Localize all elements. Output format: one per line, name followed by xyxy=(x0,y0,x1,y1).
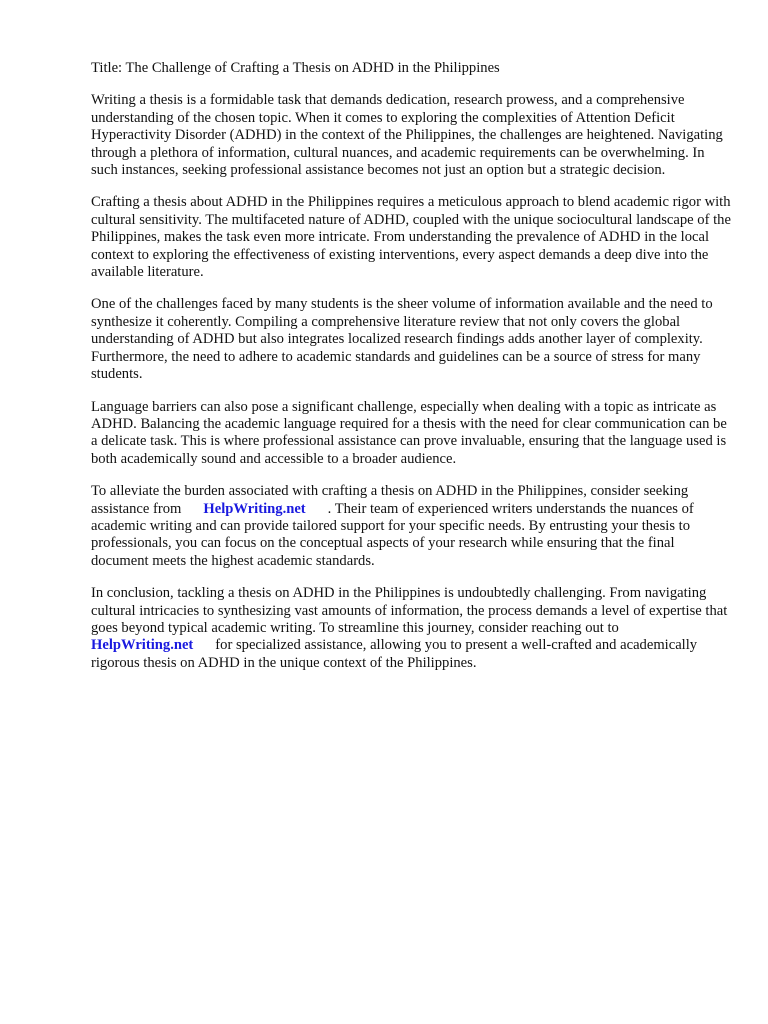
paragraph-intro: Writing a thesis is a formidable task that demands dedication, research prowess, and a comprehensive understanding of the chosen topic. When it comes to exploring the complexities of Attention Deficit Hyperactivity Disorder (ADHD) in the context of the Philippines, the challenges are heightened. Navigating through a plethora of information, cultural nuances, and academic requirements can be overwhelming. In such instances, seeking professional assistance becomes not just an option but a strategic decision. xyxy=(91,92,723,179)
paragraph-conclusion-text-after: for specialized assistance, allowing you to present a well-crafted and academically rigorous thesis on ADHD in the unique context of the Philippines. xyxy=(91,637,698,671)
helpwriting-link-2[interactable]: HelpWriting.net xyxy=(91,637,194,654)
document-title: Title: The Challenge of Crafting a Thesis on ADHD in the Philippines xyxy=(91,60,500,76)
paragraph-alleviate xyxy=(91,483,731,570)
paragraph-conclusion-text-before: In conclusion, tackling a thesis on ADHD in the Philippines is undoubtedly challenging. From navigating cultural intricacies to synthesizing vast amounts of information, the process demands a level of expertise that goes beyond typical academic writing. To streamline this journey, consider reaching out to xyxy=(91,585,728,636)
paragraph-conclusion xyxy=(91,585,731,672)
helpwriting-link-1[interactable]: HelpWriting.net xyxy=(203,500,306,517)
paragraph-language: Language barriers can also pose a significant challenge, especially when dealing with a topic as intricate as ADHD. Balancing the academic language required for a thesis with the need for clear communication can be a delicate task. This is where professional assistance can prove invaluable, ensuring that the language used is both academically sound and accessible to a broader audience. xyxy=(91,398,727,467)
paragraph-alleviate-text-before: To alleviate the burden associated with crafting a thesis on ADHD in the Philippines, consider seeking assistance from xyxy=(91,483,689,517)
paragraph-crafting: Crafting a thesis about ADHD in the Philippines requires a meticulous approach to blend academic rigor with cultural sensitivity. The multifaceted nature of ADHD, coupled with the unique sociocultural landscape of the Philippines, makes the task even more intricate. From understanding the prevalence of ADHD in the local context to exploring the effectiveness of existing interventions, every aspect demands a deep dive into the available literature. xyxy=(91,194,731,281)
paragraph-alleviate-text-after: . Their team of experienced writers understands the nuances of academic writing and can provide tailored support for your specific needs. By entrusting your thesis to professionals, you can focus on the conceptual aspects of your research while ensuring that the final document meets the highest academic standards. xyxy=(91,500,694,569)
document-page xyxy=(91,60,731,687)
paragraph-challenges: One of the challenges faced by many students is the sheer volume of information available and the need to synthesize it coherently. Compiling a comprehensive literature review that not only covers the global understanding of ADHD but also integrates localized research findings adds another layer of complexity. Furthermore, the need to adhere to academic standards and guidelines can be a source of stress for many students. xyxy=(91,296,713,383)
